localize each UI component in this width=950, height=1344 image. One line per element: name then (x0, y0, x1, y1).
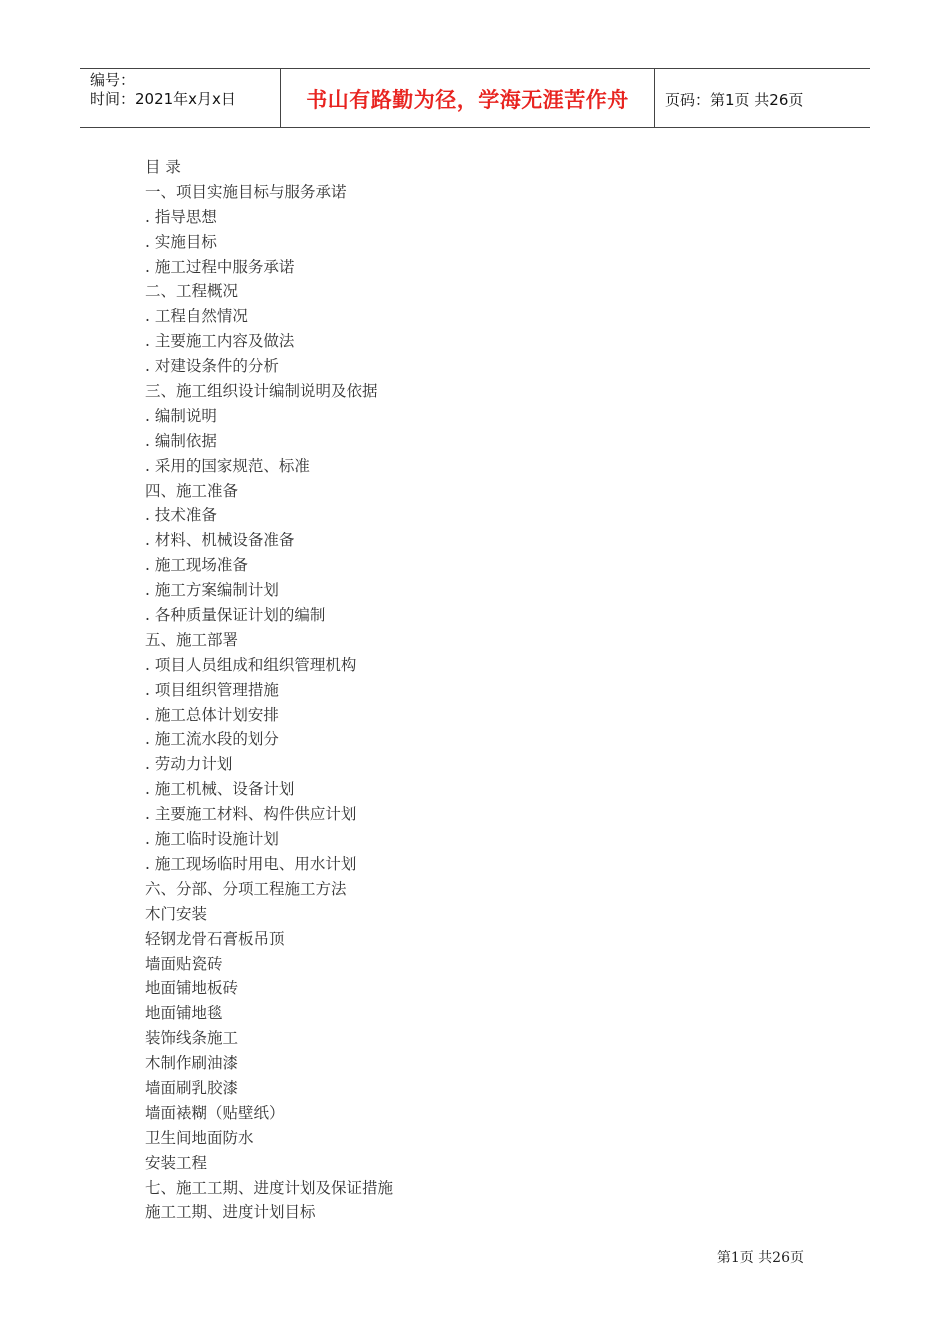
toc-title: 目 录 (145, 158, 181, 176)
toc-item: 一、项目实施目标与服务承诺 (145, 182, 347, 201)
toc-item: . 施工临时设施计划 (145, 830, 279, 849)
toc-item: 三、施工组织设计编制说明及依据 (145, 382, 378, 401)
toc-item: . 施工流水段的划分 (145, 730, 279, 749)
document-number-label: 编号： (90, 71, 136, 89)
toc-item: . 项目组织管理措施 (145, 680, 279, 699)
toc-item: . 施工现场临时用电、用水计划 (145, 854, 357, 873)
page-footer: 第1页 共26页 (716, 1250, 804, 1266)
toc-item: 六、分部、分项工程施工方法 (145, 879, 347, 898)
toc-item: . 主要施工材料、构件供应计划 (145, 805, 357, 824)
toc-item: 墙面裱糊（贴壁纸） (145, 1103, 285, 1122)
toc-item: . 施工方案编制计划 (145, 581, 279, 600)
toc-item: . 采用的国家规范、标准 (145, 456, 310, 475)
toc-item: 轻钢龙骨石膏板吊顶 (145, 929, 285, 948)
toc-item: 卫生间地面防水 (145, 1128, 254, 1147)
header-motto: 书山有路勤为径，学海无涯苦作舟 (281, 69, 655, 127)
toc-item: 四、施工准备 (145, 481, 239, 500)
toc-item: . 项目人员组成和组织管理机构 (145, 655, 357, 674)
toc-item: 安装工程 (145, 1153, 208, 1172)
toc-item: . 编制说明 (145, 406, 217, 425)
toc-item: 木制作刷油漆 (145, 1054, 239, 1073)
toc-item: . 施工现场准备 (145, 556, 248, 575)
toc-item: . 对建设条件的分析 (145, 357, 279, 376)
toc-item: 地面铺地板砖 (145, 979, 239, 998)
toc-item: 地面铺地毯 (145, 1004, 223, 1023)
toc-item: . 各种质量保证计划的编制 (145, 606, 326, 625)
header-page-info: 页码：第1页 共26页 (665, 90, 804, 109)
toc-item: . 材料、机械设备准备 (145, 531, 295, 550)
toc-item: . 施工过程中服务承诺 (145, 257, 295, 276)
toc-item: 墙面贴瓷砖 (145, 954, 223, 973)
toc-item: 装饰线条施工 (145, 1029, 239, 1048)
document-header (80, 68, 870, 128)
toc-item: 七、施工工期、进度计划及保证措施 (145, 1178, 394, 1197)
toc-item: . 施工总体计划安排 (145, 705, 279, 724)
document-time-label: 时间：2021年x月x日 (90, 90, 236, 108)
toc-item: . 工程自然情况 (145, 307, 248, 326)
toc-item: 墙面刷乳胶漆 (145, 1078, 239, 1097)
toc-item: . 指导思想 (145, 207, 217, 226)
toc-item: . 施工机械、设备计划 (145, 780, 295, 799)
toc-item: . 技术准备 (145, 506, 217, 525)
toc-item: 施工工期、进度计划目标 (145, 1203, 316, 1222)
table-of-contents (145, 155, 845, 1225)
toc-item: 五、施工部署 (145, 630, 239, 649)
toc-item: 二、工程概况 (145, 282, 239, 301)
header-meta (80, 69, 281, 127)
toc-item: . 实施目标 (145, 232, 217, 251)
toc-item: . 编制依据 (145, 431, 217, 450)
toc-item: . 主要施工内容及做法 (145, 332, 295, 351)
toc-item: 木门安装 (145, 904, 208, 923)
toc-item: . 劳动力计划 (145, 755, 233, 774)
